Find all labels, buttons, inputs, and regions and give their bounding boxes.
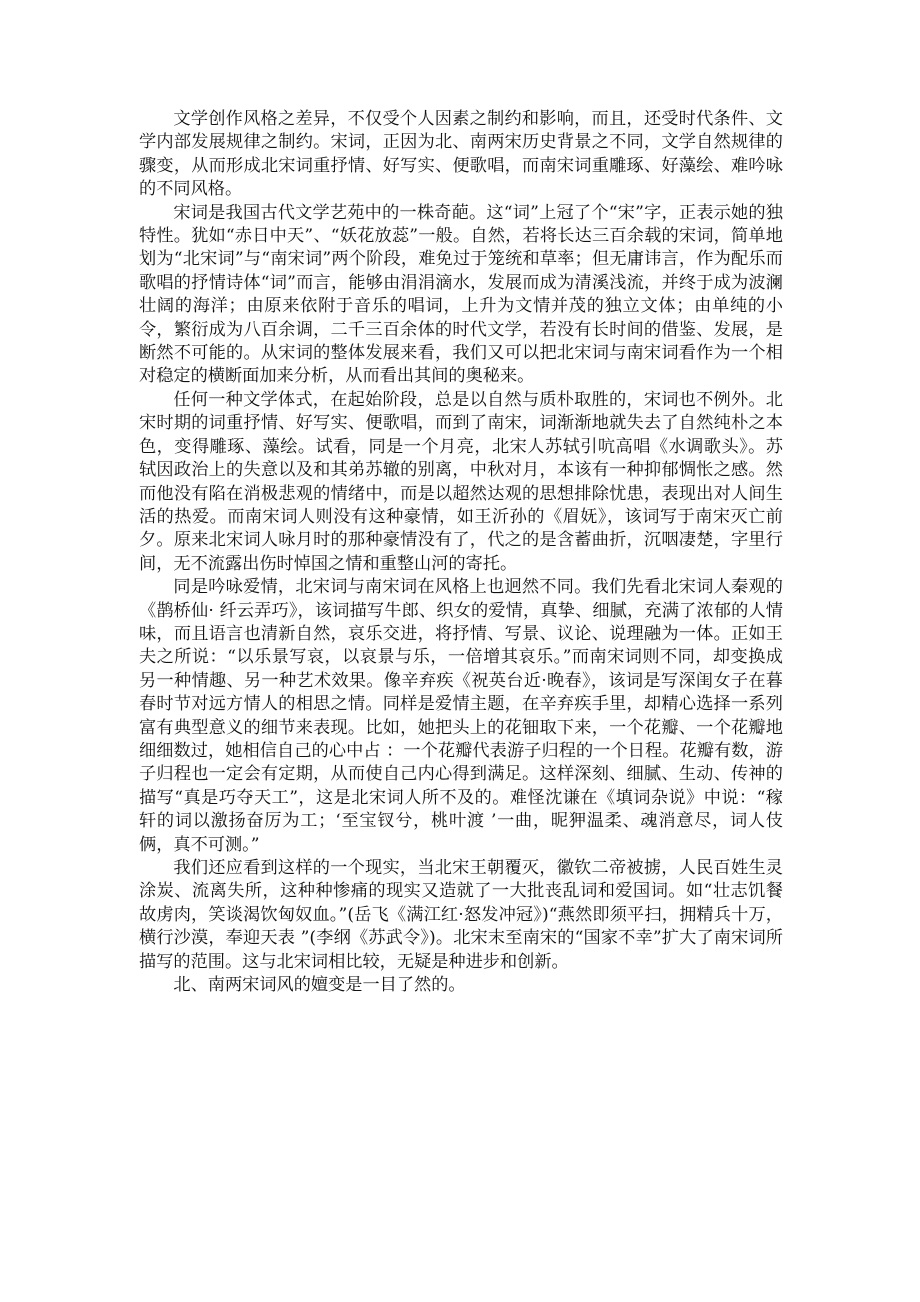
- paragraph-5: 我们还应看到这样的一个现实，当北宋王朝覆灭，徽钦二帝被掳，人民百姓生灵涂炭、流离失所，这种种惨痛的现实又造就了一大批丧乱词和爱国词。如“壮志饥餐故虏肉，笑谈渴饮匈奴血。”(岳飞《满江红·怒发冲冠》)“燕然即须平扫，拥精兵十万，横行沙漠，奉迎天表 ”(李纲《苏武令》)。北宋末至南宋的“国家不幸”扩大了南宋词所描写的范围。这与北宋词相比较，无疑是种进步和创新。: [139, 858, 783, 972]
- paragraph-1: 文学创作风格之差异，不仅受个人因素之制约和影响，而且，还受时代条件、文学内部发展规律之制约。宋词，正因为北、南两宋历史背景之不同，文学自然规律的骤变，从而形成北宋词重抒情、好写实、便歌唱，而南宋词重雕琢、好藻绘、难吟咏的不同风格。: [139, 109, 783, 200]
- paragraph-2: 宋词是我国古代文学艺苑中的一株奇葩。这“词”上冠了个“宋”字，正表示她的独特性。犹如“赤日中天”、“妖花放蕊”一般。自然，若将长达三百余载的宋词，简单地划为“北宋词”与“南宋词”两个阶段，难免过于笼统和草率；但无庸讳言，作为配乐而歌唱的抒情诗体“词”而言，能够由涓涓滴水，发展而成为清溪浅流，并终于成为波澜壮阔的海洋；由原来依附于音乐的唱词，上升为文情并茂的独立文体；由单纯的小令，繁衍成为八百余调，二千三百余体的时代文学，若没有长时间的借鉴、发展，是断然不可能的。从宋词的整体发展来看，我们又可以把北宋词与南宋词看作为一个相对稳定的横断面加来分析，从而看出其间的奥秘来。: [139, 202, 783, 387]
- document-body: [139, 108, 783, 997]
- paragraph-4: 同是吟咏爱情，北宋词与南宋词在风格上也迥然不同。我们先看北宋词人秦观的《鹊桥仙· 纤云弄巧》，该词描写牛郎、织女的爱情，真挚、细腻，充满了浓郁的人情味，而且语言也清新自然，哀乐交进，将抒情、写景、议论、说理融为一体。正如王夫之所说：“以乐景写哀，以哀景与乐，一倍增其哀乐。”而南宋词则不同，却变换成另一种情趣、另一种艺术效果。像辛弃疾《祝英台近·晚春》，该词是写深闺女子在暮春时节对远方情人的相思之情。同样是爱情主题，在辛弃疾手里，却精心选择一系列富有典型意义的细节来表现。比如，她把头上的花钿取下来，一个花瓣、一个花瓣地细细数过，她相信自己的心中占 ：一个花瓣代表游子归程的一个日程。花瓣有数，游子归程也一定会有定期，从而使自己内心得到满足。这样深刻、细腻、生动、传神的描写“真是巧夺天工”，这是北宋词人所不及的。难怪沈谦在《填词杂说》中说：“稼轩的词以激扬奋厉为工；‘至宝钗兮，桃叶渡 ’一曲，昵狎温柔、魂消意尽，词人伎俩，真不可测。”: [139, 577, 783, 855]
- paragraph-6: 北、南两宋词风的嬗变是一目了然的。: [173, 975, 466, 996]
- paragraph-3: 任何一种文学体式，在起始阶段，总是以自然与质朴取胜的，宋词也不例外。北宋时期的词重抒情、好写实、便歌唱，而到了南宋，词渐渐地就失去了自然纯朴之本色，变得雕琢、藻绘。试看，同是一个月亮，北宋人苏轼引吭高唱《水调歌头》。苏轼因政治上的失意以及和其弟苏辙的别离，中秋对月，本该有一种抑郁惆怅之感。然而他没有陷在消极悲观的情绪中，而是以超然达观的思想排除忧患，表现出对人间生活的热爱。而南宋词人则没有这种豪情，如王沂孙的《眉妩》，该词写于南宋灭亡前夕。原来北宋词人咏月时的那种豪情没有了，代之的是含蓄曲折，沉咽凄楚，字里行间，无不流露出伤时悼国之情和重整山河的寄托。: [139, 389, 783, 574]
